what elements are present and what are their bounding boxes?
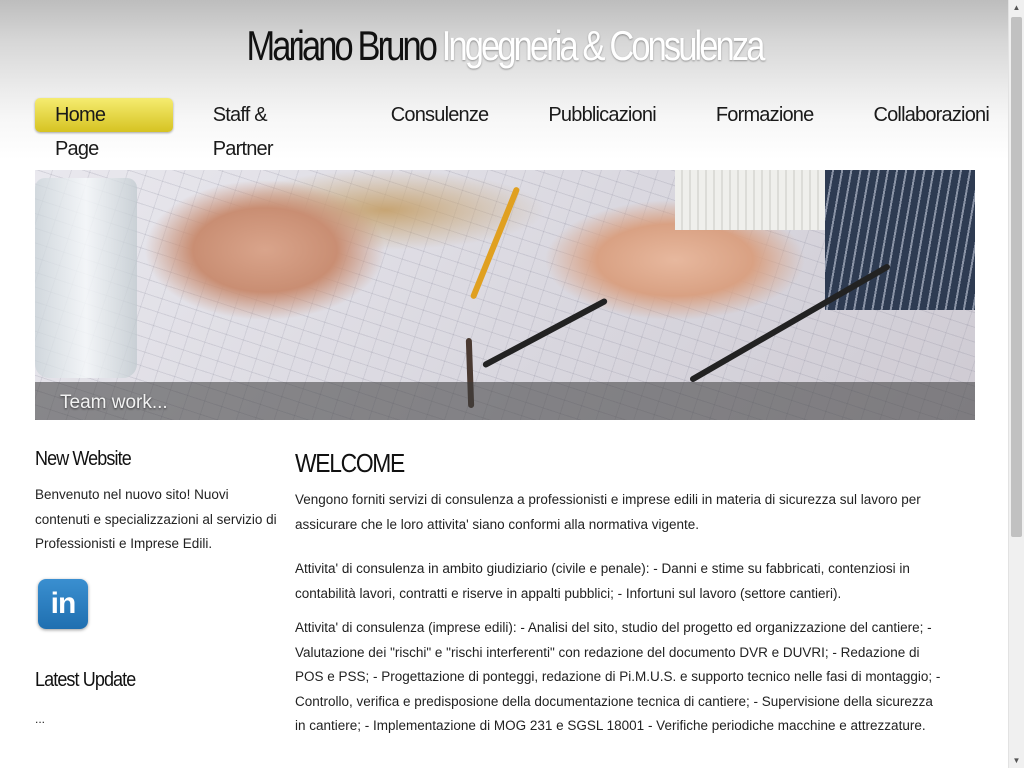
water-glass-shape: [35, 178, 137, 378]
nav-item-staff-partner[interactable]: Staff & Partner: [212, 104, 273, 160]
nav-item-home-page[interactable]: Home Page: [35, 98, 173, 132]
site-header: [0, 0, 1009, 160]
pencil-yellow: [470, 186, 521, 300]
main-content: [295, 448, 945, 739]
pencil-black: [482, 297, 608, 368]
scroll-down-arrow-icon[interactable]: ▼: [1012, 756, 1021, 765]
sidebar-heading-new-website: New Website: [35, 448, 131, 470]
banner-caption-bar: [35, 382, 975, 420]
shirt-sleeve-light: [675, 170, 825, 230]
page-title: WELCOME: [295, 448, 404, 478]
sidebar-latest-update-text: ...: [35, 711, 46, 726]
pen-black: [689, 263, 891, 383]
site-title[interactable]: [91, 20, 918, 72]
judicial-services-paragraph: Attivita' di consulenza in ambito giudiziario (civile e penale): - Danni e stime su fabbricati, contenziosi in contabilità lavori, contratti e riserve in appalti pubblici; - Infortuni sul lavoro (settore cantieri).: [295, 561, 910, 601]
sidebar-heading-latest-update: Latest Update: [35, 668, 136, 691]
hero-banner-image[interactable]: [35, 170, 975, 420]
site-title-subtitle: Ingegneria & Consulenza: [441, 22, 763, 69]
linkedin-icon-text: in: [50, 586, 76, 620]
banner-caption: Team work...: [60, 392, 168, 413]
site-title-name: Mariano Bruno: [246, 22, 436, 69]
nav-item-pubblicazioni[interactable]: Pubblicazioni: [548, 104, 656, 126]
intro-paragraph: Vengono forniti servizi di consulenza a professionisti e imprese edili in materia di sicurezza sul lavoro per assicurare che le loro attivita' siano conformi alla normativa vigente.: [295, 492, 921, 532]
vertical-scrollbar[interactable]: [1008, 0, 1024, 768]
nav-item-collaborazioni[interactable]: Collaborazioni: [873, 104, 989, 126]
sidebar-welcome-text: Benvenuto nel nuovo sito! Nuovi contenuti e specializzazioni al servizio di Professionisti e Imprese Edili.: [35, 487, 277, 551]
construction-services-paragraph: Attivita' di consulenza (imprese edili): - Analisi del sito, studio del progetto ed organizzazione del cantiere; - Valutazione dei "rischi" e "rischi interferenti" con redazione del documento DVR e DUVRI; - Redazione di POS e PSS; - Progettazione di ponteggi, redazione di Pi.M.U.S. e supporto tecnico nelle fasi di montaggio; - Controllo, verifica e predisposione della documentazione tecnica di cantiere; - Supervisione della sicurezza in cantiere; - Implementazione di MOG 231 e SGSL 18001 - Verifiche periodiche macchine e attrezzature.: [295, 620, 941, 733]
nav-item-consulenze[interactable]: Consulenze: [390, 104, 489, 126]
scrollbar-thumb[interactable]: [1011, 17, 1022, 537]
main-nav: [35, 98, 1009, 160]
sidebar: [35, 448, 280, 726]
nav-item-formazione[interactable]: Formazione: [715, 104, 814, 126]
scroll-up-arrow-icon[interactable]: ▲: [1012, 3, 1021, 12]
linkedin-icon[interactable]: [38, 579, 88, 629]
